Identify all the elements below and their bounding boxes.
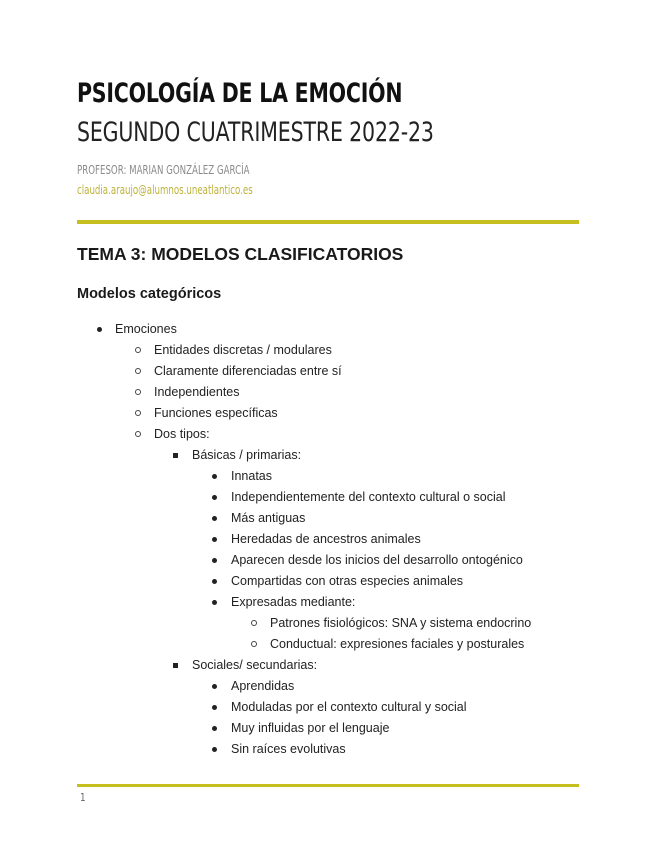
bullet-circle-icon: [135, 347, 141, 353]
bullet-circle-icon: [135, 431, 141, 437]
bullet-disc-icon: [212, 558, 217, 563]
page-number: 1: [80, 791, 86, 804]
footer-divider: [77, 784, 579, 787]
document-title: PSICOLOGÍA DE LA EMOCIÓN: [77, 78, 403, 109]
bullet-disc-icon: [97, 327, 102, 332]
bullet-disc-icon: [212, 747, 217, 752]
document-subtitle: SEGUNDO CUATRIMESTRE 2022-23: [77, 117, 434, 148]
bullet-disc-icon: [212, 516, 217, 521]
bullet-circle-icon: [251, 620, 257, 626]
author-email-link[interactable]: claudia.araujo@alumnos.uneatlantico.es: [77, 183, 253, 197]
subsection-heading: Modelos categóricos: [77, 286, 222, 302]
bullet-disc-icon: [212, 705, 217, 710]
bullet-square-icon: [173, 663, 178, 668]
section-heading: TEMA 3: MODELOS CLASIFICATORIOS: [77, 244, 404, 264]
bullet-disc-icon: [212, 474, 217, 479]
bullet-square-icon: [173, 453, 178, 458]
bullet-circle-icon: [135, 368, 141, 374]
bullet-disc-icon: [212, 579, 217, 584]
header-divider: [77, 220, 579, 224]
bullet-disc-icon: [212, 684, 217, 689]
bullet-disc-icon: [212, 495, 217, 500]
bullet-disc-icon: [212, 726, 217, 731]
bullet-disc-icon: [212, 600, 217, 605]
professor-line: PROFESOR: MARIAN GONZÁLEZ GARCÍA: [77, 163, 250, 177]
document-page: PSICOLOGÍA DE LA EMOCIÓN SEGUNDO CUATRIMESTRE 2022-23 PROFESOR: MARIAN GONZÁLEZ GARCÍA claudia.araujo@alumnos.uneatlantico.es TEMA 3: MODELOS CLASIFICATORIOS Modelos categóricos Emociones Entidades discretas / modulares Claramente diferenciadas entre sí Independientes Funciones específicas Dos tipos: Básicas / primarias: Innatas Independientemente del contexto cultural o social Más antiguas Heredadas de ancestros animales Aparecen desde los inicios del desarrollo ontogénico Compartidas con otras especies animales Expresadas mediante: Patrones fisiológicos: SNA y sistema endocrino Conductual: expresiones faciales y posturales Sociales/ secundarias: Aprendidas Moduladas por el contexto cultural y social Muy influidas por el lenguaje Sin raíces evolutivas 1: [0, 0, 655, 848]
bullet-circle-icon: [251, 641, 257, 647]
bullet-circle-icon: [135, 389, 141, 395]
bullet-circle-icon: [135, 410, 141, 416]
bullet-disc-icon: [212, 537, 217, 542]
